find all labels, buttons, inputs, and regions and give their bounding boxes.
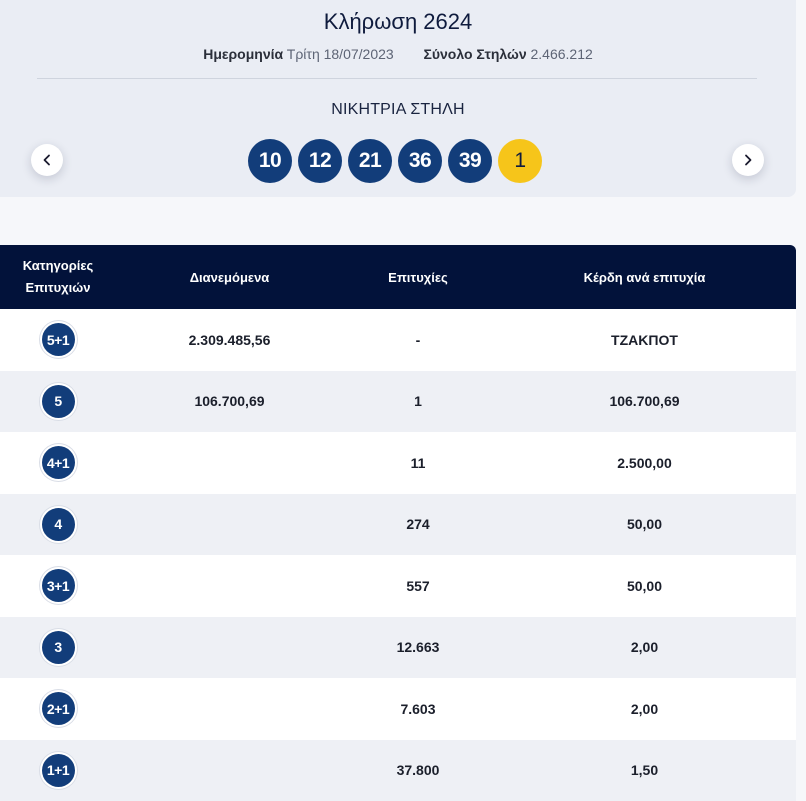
winners-cell: -: [343, 332, 493, 348]
winning-column-label: ΝΙΚΗΤΡΙΑ ΣΤΗΛΗ: [0, 101, 796, 119]
prize-cell: ΤΖΑΚΠΟΤ: [493, 332, 796, 348]
header-prize: Κέρδη ανά επιτυχία: [493, 270, 796, 285]
category-badge: 1+1: [42, 754, 75, 787]
header-distributed: Διανεμόμενα: [116, 270, 343, 285]
table-row: [0, 371, 796, 433]
winners-cell: 274: [343, 516, 493, 532]
winners-cell: 7.603: [343, 701, 493, 717]
chevron-left-icon: [41, 154, 53, 166]
distributed-cell: 2.309.485,56: [116, 332, 343, 348]
prize-cell: 1,50: [493, 762, 796, 778]
winners-cell: 1: [343, 393, 493, 409]
columns-value: 2.466.212: [531, 46, 593, 62]
category-badge: 4+1: [42, 446, 75, 479]
category-badge: 5: [42, 385, 75, 418]
date-label: Ημερομηνία: [203, 46, 283, 62]
next-draw-button[interactable]: [732, 144, 764, 176]
prize-cell: 2,00: [493, 639, 796, 655]
winning-number-ball: 21: [348, 139, 392, 183]
table-row: [0, 432, 796, 494]
category-badge: 4: [42, 508, 75, 541]
header-category: Κατηγορίες Επιτυχιών: [0, 255, 116, 299]
prize-cell: 50,00: [493, 516, 796, 532]
winning-number-ball: 12: [298, 139, 342, 183]
winning-number-ball: 39: [448, 139, 492, 183]
divider: [37, 78, 757, 79]
winners-cell: 37.800: [343, 762, 493, 778]
joker-ball: 1: [498, 139, 542, 183]
category-badge: 2+1: [42, 692, 75, 725]
header-winners: Επιτυχίες: [343, 270, 493, 285]
prize-table: [0, 245, 796, 801]
distributed-cell: 106.700,69: [116, 393, 343, 409]
table-row: [0, 740, 796, 801]
table-row: [0, 678, 796, 740]
winning-number-ball: 36: [398, 139, 442, 183]
table-header: [0, 245, 796, 309]
winners-cell: 12.663: [343, 639, 493, 655]
prize-cell: 106.700,69: [493, 393, 796, 409]
category-badge: 5+1: [42, 323, 75, 356]
draw-summary-card: [0, 0, 796, 197]
table-row: [0, 309, 796, 371]
winners-cell: 11: [343, 455, 493, 471]
chevron-right-icon: [742, 154, 754, 166]
prize-cell: 2,00: [493, 701, 796, 717]
prize-cell: 50,00: [493, 578, 796, 594]
prize-cell: 2.500,00: [493, 455, 796, 471]
category-badge: 3: [42, 631, 75, 664]
columns-label: Σύνολο Στηλών: [423, 46, 526, 62]
previous-draw-button[interactable]: [31, 144, 63, 176]
draw-meta: [0, 46, 796, 62]
category-badge: 3+1: [42, 569, 75, 602]
winning-numbers: [248, 139, 542, 183]
date-value: Τρίτη 18/07/2023: [287, 46, 394, 62]
winners-cell: 557: [343, 578, 493, 594]
table-row: [0, 555, 796, 617]
draw-title: Κλήρωση 2624: [0, 9, 796, 35]
winning-number-ball: 10: [248, 139, 292, 183]
table-row: [0, 617, 796, 679]
table-row: [0, 494, 796, 556]
